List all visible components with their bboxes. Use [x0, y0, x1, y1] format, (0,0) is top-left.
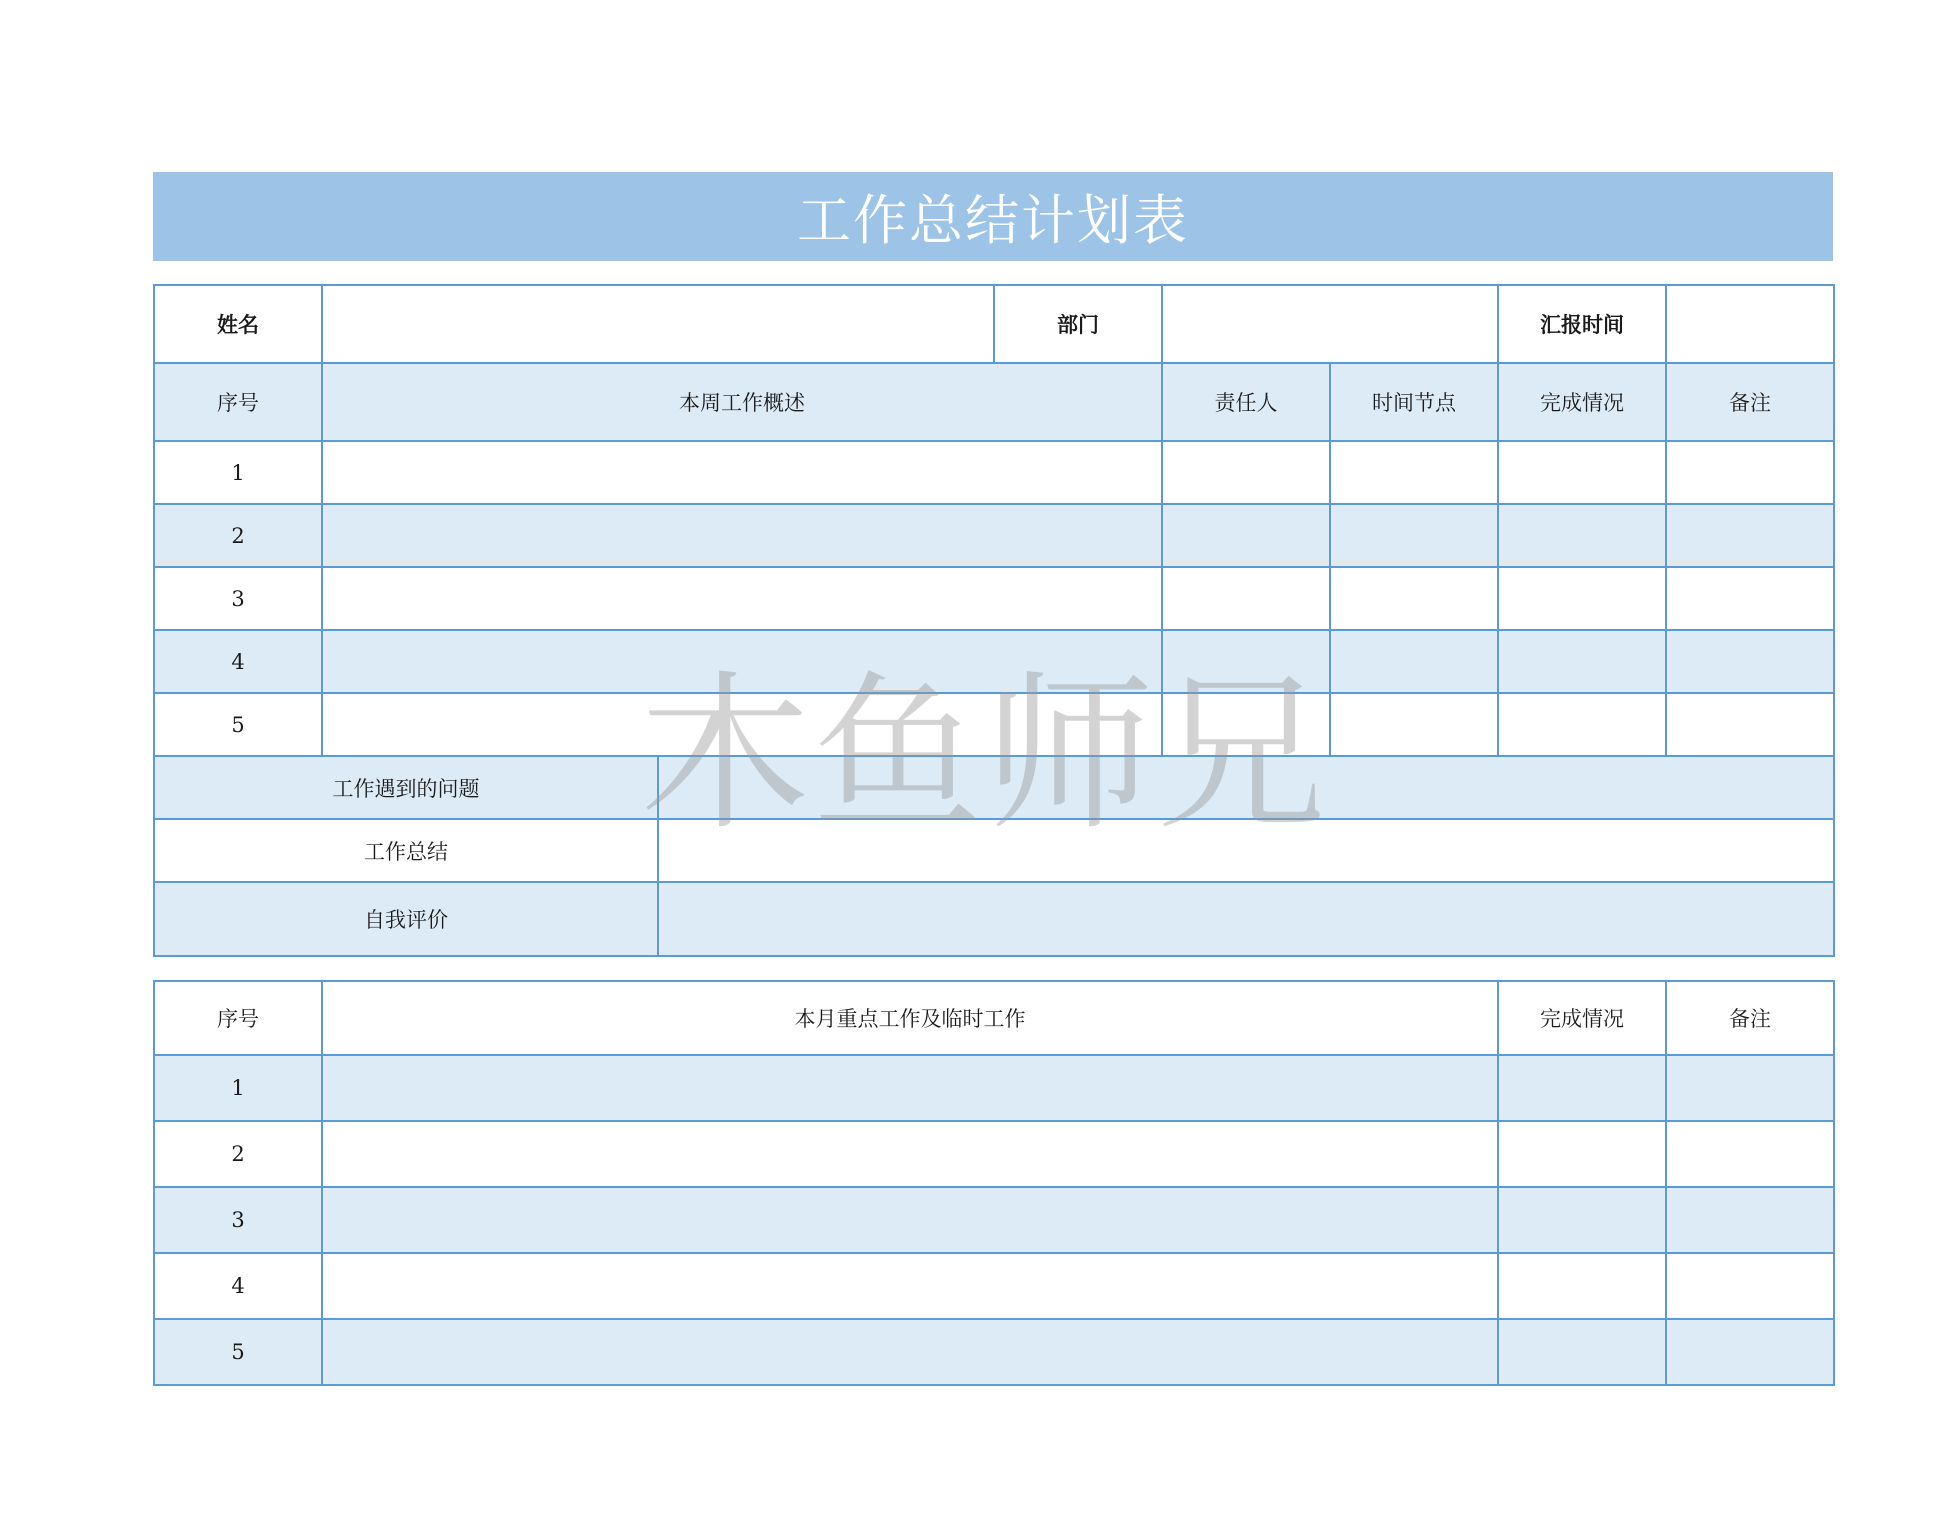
status-cell[interactable] [1498, 567, 1666, 630]
weekly-work-table [153, 284, 1835, 957]
monthly-header-row [154, 981, 1834, 1055]
weekly-overview-cell[interactable] [322, 693, 1162, 756]
row-number: 3 [154, 1187, 322, 1253]
self-eval-input[interactable] [658, 882, 1834, 956]
problems-input[interactable] [658, 756, 1834, 819]
deadline-cell[interactable] [1330, 630, 1498, 693]
row-number: 4 [154, 630, 322, 693]
monthly-work-table [153, 980, 1835, 1386]
watermark-text: 木鱼师兄 [640, 656, 1329, 854]
name-label: 姓名 [154, 285, 322, 363]
row-number: 5 [154, 693, 322, 756]
weekly-overview-cell[interactable] [322, 630, 1162, 693]
col-header-monthly-work: 本月重点工作及临时工作 [322, 981, 1498, 1055]
col-header-notes: 备注 [1666, 981, 1834, 1055]
notes-cell[interactable] [1666, 1187, 1834, 1253]
summary-input[interactable] [658, 819, 1834, 882]
status-cell[interactable] [1498, 504, 1666, 567]
row-number: 2 [154, 1121, 322, 1187]
col-header-owner: 责任人 [1162, 363, 1330, 441]
deadline-cell[interactable] [1330, 504, 1498, 567]
summary-label: 工作总结 [154, 819, 658, 882]
monthly-work-cell[interactable] [322, 1319, 1498, 1385]
weekly-overview-cell[interactable] [322, 504, 1162, 567]
row-number: 5 [154, 1319, 322, 1385]
owner-cell[interactable] [1162, 504, 1330, 567]
col-header-no: 序号 [154, 981, 322, 1055]
monthly-row [154, 1055, 1834, 1121]
notes-cell[interactable] [1666, 630, 1834, 693]
weekly-row [154, 693, 1834, 756]
col-header-deadline: 时间节点 [1330, 363, 1498, 441]
status-cell[interactable] [1498, 1121, 1666, 1187]
weekly-row [154, 504, 1834, 567]
owner-cell[interactable] [1162, 693, 1330, 756]
problems-label: 工作遇到的问题 [154, 756, 658, 819]
monthly-work-cell[interactable] [322, 1187, 1498, 1253]
monthly-row [154, 1253, 1834, 1319]
row-number: 2 [154, 504, 322, 567]
dept-label: 部门 [994, 285, 1162, 363]
monthly-row [154, 1187, 1834, 1253]
row-number: 1 [154, 1055, 322, 1121]
self-eval-row [154, 882, 1834, 956]
row-number: 3 [154, 567, 322, 630]
status-cell[interactable] [1498, 1055, 1666, 1121]
monthly-row [154, 1121, 1834, 1187]
deadline-cell[interactable] [1330, 441, 1498, 504]
monthly-work-cell[interactable] [322, 1253, 1498, 1319]
weekly-row [154, 441, 1834, 504]
row-number: 1 [154, 441, 322, 504]
owner-cell[interactable] [1162, 567, 1330, 630]
report-time-label: 汇报时间 [1498, 285, 1666, 363]
notes-cell[interactable] [1666, 567, 1834, 630]
monthly-work-cell[interactable] [322, 1121, 1498, 1187]
monthly-row [154, 1319, 1834, 1385]
monthly-work-cell[interactable] [322, 1055, 1498, 1121]
info-row [154, 285, 1834, 363]
row-number: 4 [154, 1253, 322, 1319]
notes-cell[interactable] [1666, 1121, 1834, 1187]
weekly-row [154, 630, 1834, 693]
problems-row [154, 756, 1834, 819]
status-cell[interactable] [1498, 1253, 1666, 1319]
notes-cell[interactable] [1666, 1253, 1834, 1319]
notes-cell[interactable] [1666, 1319, 1834, 1385]
col-header-status: 完成情况 [1498, 981, 1666, 1055]
weekly-overview-cell[interactable] [322, 441, 1162, 504]
status-cell[interactable] [1498, 693, 1666, 756]
self-eval-label: 自我评价 [154, 882, 658, 956]
status-cell[interactable] [1498, 630, 1666, 693]
dept-input[interactable] [1162, 285, 1498, 363]
notes-cell[interactable] [1666, 693, 1834, 756]
weekly-header-row [154, 363, 1834, 441]
deadline-cell[interactable] [1330, 693, 1498, 756]
col-header-weekly-overview: 本周工作概述 [322, 363, 1162, 441]
weekly-row [154, 567, 1834, 630]
report-time-input[interactable] [1666, 285, 1834, 363]
deadline-cell[interactable] [1330, 567, 1498, 630]
notes-cell[interactable] [1666, 504, 1834, 567]
status-cell[interactable] [1498, 1319, 1666, 1385]
notes-cell[interactable] [1666, 441, 1834, 504]
sheet-title: 工作总结计划表 [153, 172, 1833, 261]
status-cell[interactable] [1498, 1187, 1666, 1253]
col-header-notes: 备注 [1666, 363, 1834, 441]
status-cell[interactable] [1498, 441, 1666, 504]
summary-row [154, 819, 1834, 882]
col-header-no: 序号 [154, 363, 322, 441]
col-header-status: 完成情况 [1498, 363, 1666, 441]
owner-cell[interactable] [1162, 441, 1330, 504]
weekly-overview-cell[interactable] [322, 567, 1162, 630]
notes-cell[interactable] [1666, 1055, 1834, 1121]
owner-cell[interactable] [1162, 630, 1330, 693]
name-input[interactable] [322, 285, 994, 363]
